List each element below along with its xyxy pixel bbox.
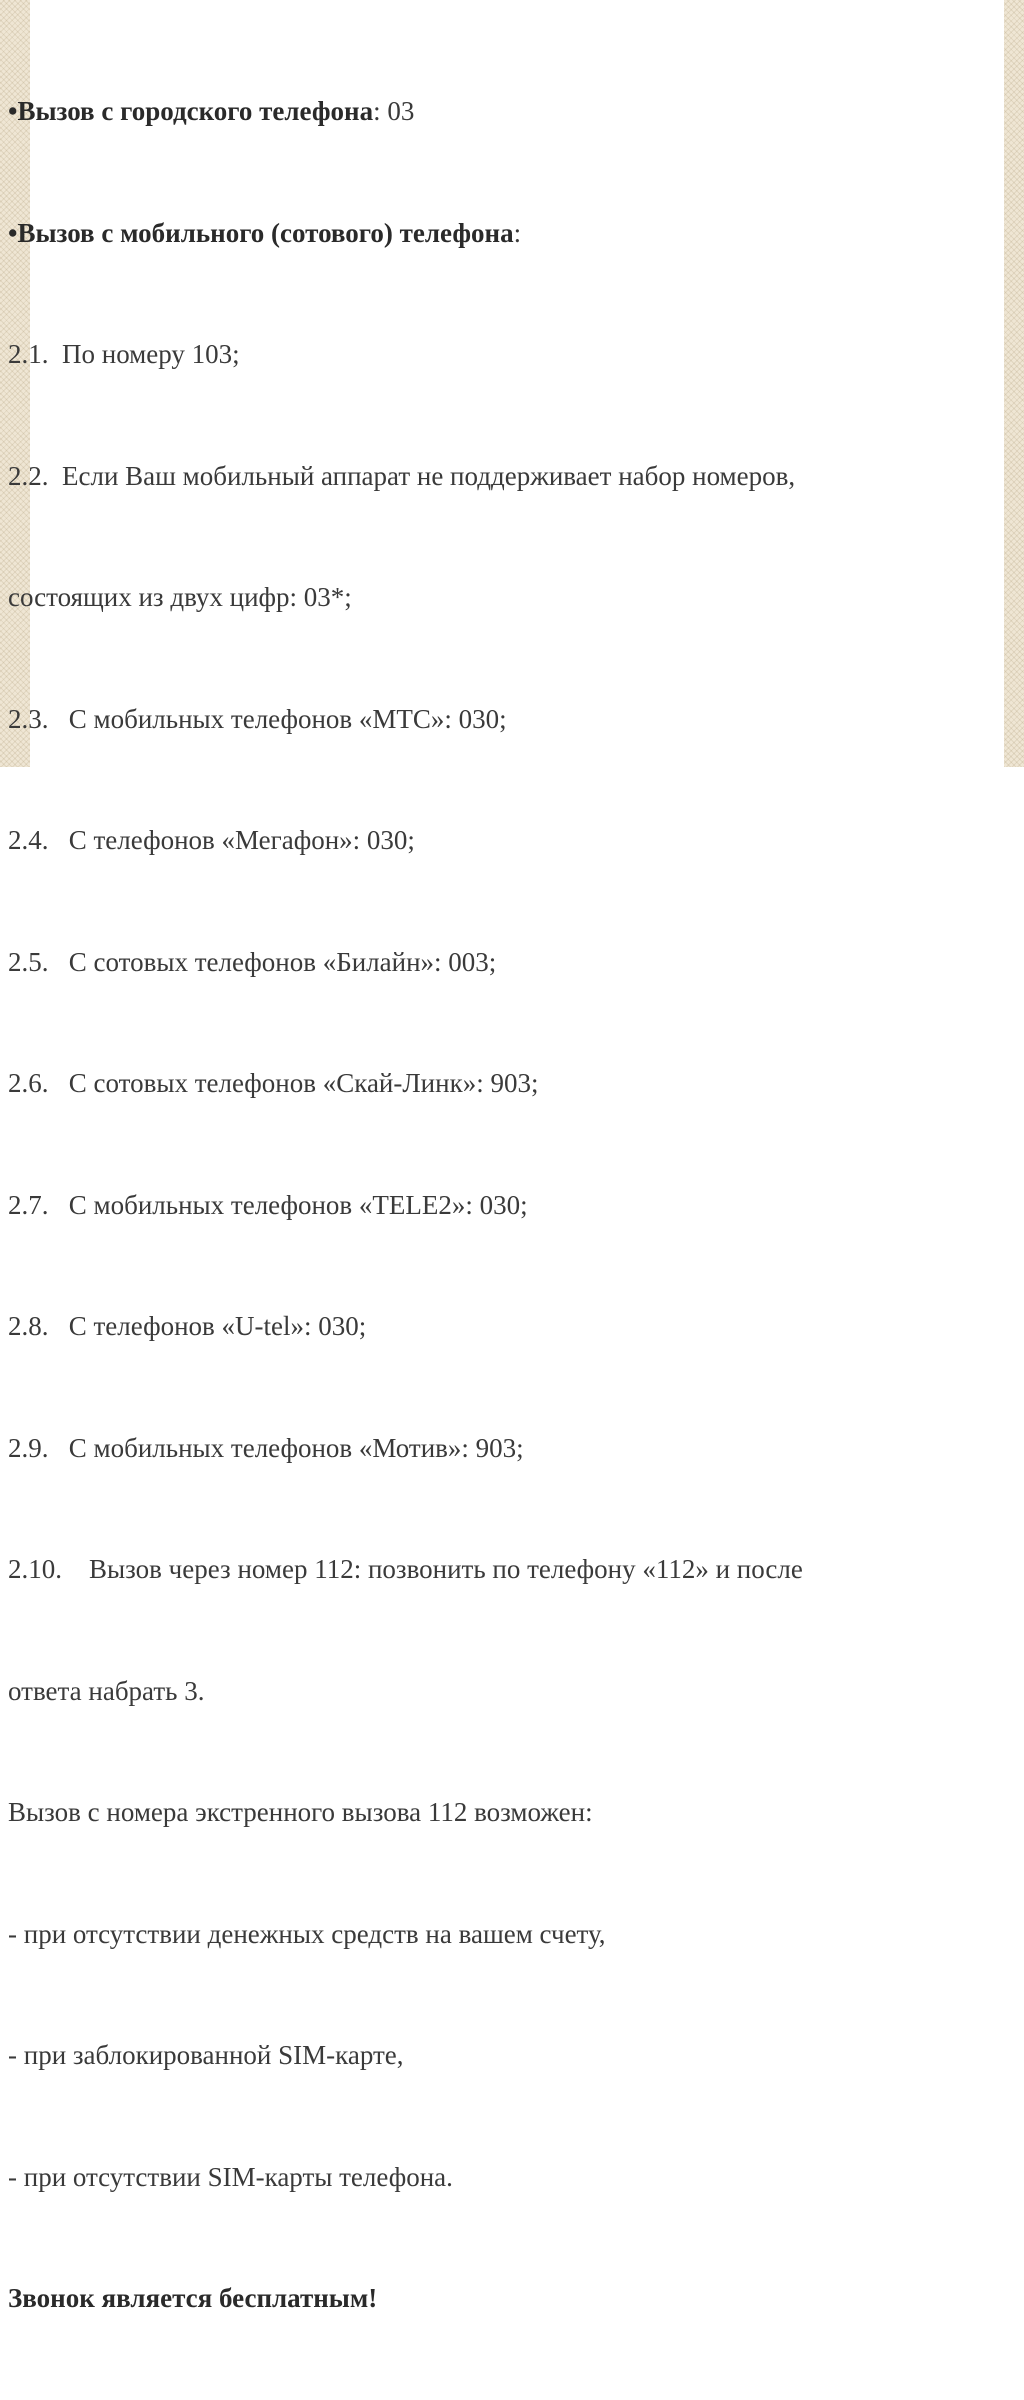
list-item-2-1: 2.1. По номеру 103; bbox=[8, 339, 240, 369]
condition-no-funds: - при отсутствии денежных средств на вашем счету, bbox=[8, 1918, 606, 1949]
condition-blocked-sim: - при заблокированной SIM-карте, bbox=[8, 2040, 404, 2070]
condition-no-sim: - при отсутствии SIM-карты телефона. bbox=[8, 2161, 453, 2192]
free-call-note: Звонок является бесплатным! bbox=[8, 2283, 378, 2313]
list-item-2-3: 2.3. С мобильных телефонов «МТС»: 030; bbox=[8, 703, 507, 734]
list-item-2-7: 2.7. С мобильных телефонов «TELE2»: 030; bbox=[8, 1189, 528, 1220]
list-item-2-4: 2.4. С телефонов «Мегафон»: 030; bbox=[8, 825, 415, 855]
line-landline-heading: •Вызов с городского телефона bbox=[8, 96, 374, 126]
list-item-2-6: 2.6. С сотовых телефонов «Скай-Линк»: 903; bbox=[8, 1068, 539, 1098]
list-item-2-5: 2.5. С сотовых телефонов «Билайн»: 003; bbox=[8, 946, 497, 977]
line-mobile-heading: •Вызов с мобильного (сотового) телефона bbox=[8, 217, 514, 248]
list-item-2-9: 2.9. С мобильных телефонов «Мотив»: 903; bbox=[8, 1432, 524, 1463]
list-item-2-2-continued: состоящих из двух цифр: 03*; bbox=[8, 582, 352, 612]
line-landline-number: : 03 bbox=[373, 96, 415, 126]
emergency-112-heading: Вызов с номера экстренного вызова 112 возможен: bbox=[8, 1797, 593, 1827]
line-landline-call bbox=[8, 91, 1008, 132]
line-mobile-call bbox=[8, 213, 1008, 254]
line-mobile-colon: : bbox=[513, 217, 522, 248]
list-item-2-10-continued: ответа набрать 3. bbox=[8, 1675, 205, 1706]
list-item-2-8: 2.8. С телефонов «U-tel»: 030; bbox=[8, 1311, 367, 1341]
list-item-2-10: 2.10. Вызов через номер 112: позвонить по телефону «112» и после bbox=[8, 1554, 803, 1584]
slide-text bbox=[8, 10, 1008, 2400]
list-item-2-2: 2.2. Если Ваш мобильный аппарат не поддерживает набор номеров, bbox=[8, 460, 796, 491]
